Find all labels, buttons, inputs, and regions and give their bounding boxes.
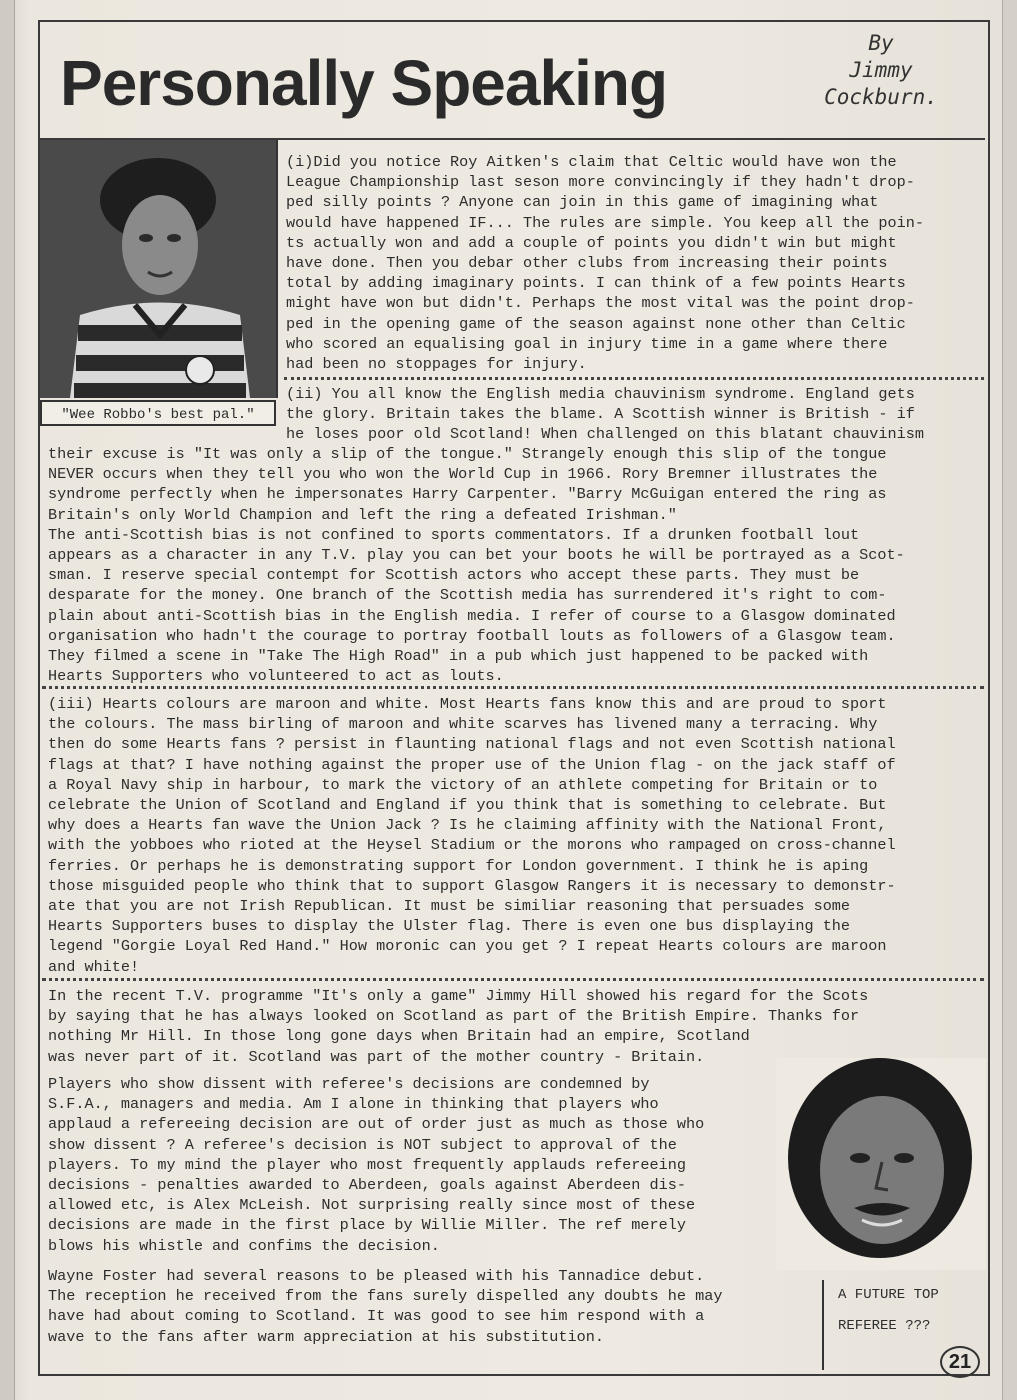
text-line: sman. I reserve special contempt for Scottish actors who accept these parts. They must be: [48, 566, 860, 585]
text-line: desparate for the money. One branch of the Scottish media has surrendered it's right to com-: [48, 586, 887, 605]
text-line: ped silly points ? Anyone can join in this game of imagining what: [286, 193, 879, 212]
text-line: The reception he received from the fans surely dispelled any doubts he may: [48, 1287, 723, 1306]
text-line: was never part of it. Scotland was part of the mother country - Britain.: [48, 1047, 705, 1066]
dotted-divider: [42, 978, 984, 981]
text-line: appears as a character in any T.V. play you can bet your boots he will be portrayed as a Scot-: [48, 546, 905, 565]
text-line: (iii) Hearts colours are maroon and white. Most Hearts fans know this and are proud to sport: [48, 695, 887, 713]
text-line: Hearts Supporters who volunteered to act as louts.: [48, 667, 504, 686]
section-2-intro: [286, 384, 924, 445]
text-line: would have happened IF... The rules are simple. You keep all the poin-: [286, 213, 924, 232]
byline: [786, 30, 976, 111]
binding-edge-right: [1002, 0, 1017, 1400]
text-line: ped in the opening game of the season against none other than Celtic: [286, 314, 906, 333]
text-line: ferries. Or perhaps he is demonstrating support for London government. I think he is aping: [48, 856, 869, 875]
text-line: their excuse is "It was only a slip of the tongue." Strangely enough this slip of the tongue: [48, 445, 887, 463]
player-photo-image: [40, 140, 276, 398]
text-line: Players who show dissent with referee's decisions are condemned by: [48, 1075, 650, 1093]
text-line: a Royal Navy ship in harbour, to mark the victory of an athlete competing for Britain or to: [48, 775, 878, 794]
article-title: Personally Speaking: [60, 47, 668, 119]
text-line: who scored an equalising goal in injury time in a game where there: [286, 334, 888, 353]
text-line: he loses poor old Scotland! When challenged on this blatant chauvinism: [286, 425, 924, 444]
text-line: celebrate the Union of Scotland and England if you think that is something to celebrate. But: [48, 796, 887, 815]
binding-edge-left: [0, 0, 15, 1400]
text-line: might have won but didn't. Perhaps the most vital was the point drop-: [286, 294, 915, 313]
section-2-text: [48, 444, 905, 686]
text-line: They filmed a scene in "Take The High Road" in a pub which just happened to be packed with: [48, 647, 869, 666]
text-line: S.F.A., managers and media. Am I alone in thinking that players who: [48, 1095, 659, 1114]
text-line: In the recent T.V. programme "It's only a game" Jimmy Hill showed his regard for the Scots: [48, 987, 869, 1005]
text-line: have done. Then you debar other clubs from increasing their points: [286, 254, 888, 273]
text-line: legend "Gorgie Loyal Red Hand." How moronic can you get ? I repeat Hearts colours are maroon: [48, 937, 887, 956]
text-line: why does a Hearts fan wave the Union Jack ? Is he claiming affinity with the National Front,: [48, 816, 887, 835]
text-line: by saying that he has always looked on Scotland as part of the British Empire. Thanks for: [48, 1007, 860, 1026]
text-line: NEVER occurs when they tell you who won the World Cup in 1966. Rory Bremner illustrates the: [48, 465, 878, 484]
referee-caption-line: REFEREE ???: [838, 1318, 931, 1334]
text-line: (ii) You all know the English media chauvinism syndrome. England gets: [286, 385, 915, 403]
text-line: ts actually won and add a couple of points you didn't win but might: [286, 233, 897, 252]
text-line: Wayne Foster had several reasons to be pleased with his Tannadice debut.: [48, 1267, 705, 1285]
text-line: plain about anti-Scottish bias in the English media. I refer of course to a Glasgow dominated: [48, 606, 896, 625]
text-line: (i)Did you notice Roy Aitken's claim that Celtic would have won the: [286, 153, 897, 171]
dotted-divider: [42, 686, 984, 689]
text-line: then do some Hearts fans ? persist in flaunting national flags and not even Scottish national: [48, 735, 896, 754]
byline-first-name: Jimmy: [849, 58, 913, 82]
section-3-text: [48, 694, 896, 977]
byline-by: By: [868, 31, 894, 55]
text-line: wave to the fans after warm appreciation at his substitution.: [48, 1327, 604, 1346]
text-line: allowed etc, is Alex McLeish. Not surprising really since most of these: [48, 1196, 696, 1215]
text-line: decisions are made in the first place by Willie Miller. The ref merely: [48, 1216, 686, 1235]
text-line: total by adding imaginary points. I can think of a few points Hearts: [286, 274, 906, 293]
section-4-text: [48, 986, 868, 1067]
text-line: and white!: [48, 957, 140, 976]
text-line: applaud a refereeing decision are out of order just as much as those who: [48, 1115, 705, 1134]
referee-photo: [776, 1058, 986, 1270]
referee-face-image: [776, 1058, 986, 1270]
text-line: those misguided people who think that to support Glasgow Rangers it is necessary to demonstr-: [48, 876, 896, 895]
dotted-divider: [284, 377, 984, 380]
text-line: decisions - penalties awarded to Aberdeen, goals against Aberdeen dis-: [48, 1176, 686, 1195]
player-photo-caption: "Wee Robbo's best pal.": [40, 400, 276, 426]
text-line: organisation who hadn't the courage to portray football louts as followers of a Glasgow team.: [48, 626, 896, 645]
text-line: had been no stoppages for injury.: [286, 355, 587, 374]
byline-surname: Cockburn.: [824, 85, 938, 109]
text-line: players. To my mind the player who most frequently applauds refereeing: [48, 1155, 686, 1174]
text-line: Britain's only World Champion and left the ring a defeated Irishman.": [48, 505, 677, 524]
text-line: syndrome perfectly when he impersonates Harry Carpenter. "Barry McGuigan entered the ring as: [48, 485, 887, 504]
text-line: have had about coming to Scotland. It was good to see him respond with a: [48, 1307, 705, 1326]
referee-caption-line: A FUTURE TOP: [838, 1287, 939, 1303]
text-line: the glory. Britain takes the blame. A Scottish winner is British - if: [286, 405, 915, 424]
text-line: blows his whistle and confims the decision.: [48, 1236, 440, 1255]
text-line: with the yobboes who rioted at the Heysel Stadium or the morons who rampaged on cross-channel: [48, 836, 896, 855]
text-line: ate that you are not Irish Republican. It must be similiar reasoning that persuades some: [48, 897, 851, 916]
section-1-text: [286, 152, 924, 374]
section-5-text: [48, 1074, 704, 1256]
text-line: the colours. The mass birling of maroon and white scarves has livened many a terracing. Why: [48, 715, 878, 734]
text-line: The anti-Scottish bias is not confined to sports commentators. If a drunken football lout: [48, 525, 860, 544]
text-line: League Championship last seson more convincingly if they hadn't drop-: [286, 173, 915, 192]
page-number: 21: [940, 1346, 980, 1378]
player-photo: [40, 140, 278, 398]
text-line: flags at that? I have nothing against the proper use of the Union flag - on the jack staff of: [48, 755, 896, 774]
text-line: show dissent ? A referee's decision is NOT subject to approval of the: [48, 1135, 677, 1154]
section-6-text: [48, 1266, 722, 1347]
text-line: Hearts Supporters buses to display the Ulster flag. There is even one bus displaying the: [48, 917, 851, 936]
text-line: nothing Mr Hill. In those long gone days when Britain had an empire, Scotland: [48, 1027, 750, 1046]
